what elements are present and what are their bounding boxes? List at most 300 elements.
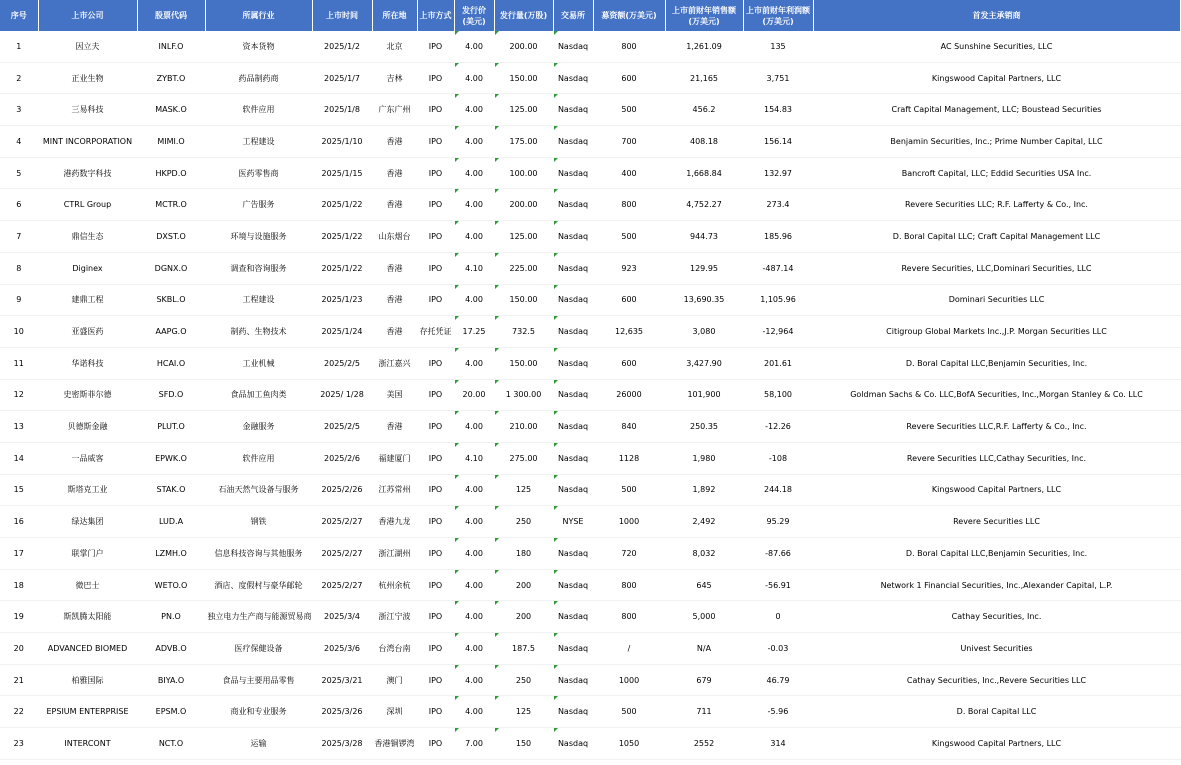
cell-industry[interactable]: 软件应用 bbox=[205, 442, 312, 474]
column-header-industry[interactable]: 所属行业 bbox=[205, 0, 312, 31]
cell-ticker[interactable]: NCT.O bbox=[137, 728, 205, 760]
cell-issue-price[interactable]: 4.00 bbox=[454, 411, 494, 443]
cell-industry[interactable]: 软件应用 bbox=[205, 94, 312, 126]
cell-exchange[interactable]: Nasdaq bbox=[553, 728, 593, 760]
cell-location[interactable]: 深圳 bbox=[372, 696, 417, 728]
cell-listing-method[interactable]: IPO bbox=[417, 31, 454, 62]
cell-pre-ipo-sales[interactable]: N/A bbox=[665, 633, 743, 665]
cell-issue-volume[interactable]: 1 300.00 bbox=[494, 379, 553, 411]
cell-pre-ipo-sales[interactable]: 645 bbox=[665, 569, 743, 601]
cell-exchange[interactable]: Nasdaq bbox=[553, 316, 593, 348]
cell-issue-price[interactable]: 4.00 bbox=[454, 157, 494, 189]
cell-listing-date[interactable]: 2025/1/23 bbox=[312, 284, 372, 316]
cell-company[interactable]: 三易科技 bbox=[38, 94, 137, 126]
cell-issue-volume[interactable]: 250 bbox=[494, 506, 553, 538]
cell-pre-ipo-sales[interactable]: 456.2 bbox=[665, 94, 743, 126]
cell-index[interactable]: 4 bbox=[0, 126, 38, 158]
cell-exchange[interactable]: Nasdaq bbox=[553, 664, 593, 696]
cell-index[interactable]: 9 bbox=[0, 284, 38, 316]
cell-funds-raised[interactable]: 600 bbox=[593, 347, 665, 379]
cell-listing-date[interactable]: 2025/1/15 bbox=[312, 157, 372, 189]
cell-funds-raised[interactable]: 800 bbox=[593, 601, 665, 633]
cell-location[interactable]: 香港 bbox=[372, 316, 417, 348]
cell-funds-raised[interactable]: 840 bbox=[593, 411, 665, 443]
cell-pre-ipo-sales[interactable]: 408.18 bbox=[665, 126, 743, 158]
cell-location[interactable]: 浙江宁波 bbox=[372, 601, 417, 633]
cell-funds-raised[interactable]: 800 bbox=[593, 569, 665, 601]
cell-location[interactable]: 香港 bbox=[372, 157, 417, 189]
column-header-pre-ipo-sales[interactable]: 上市前财年销售额(万美元) bbox=[665, 0, 743, 31]
cell-company[interactable]: 柏雅国际 bbox=[38, 664, 137, 696]
cell-lead-underwriter[interactable]: D. Boral Capital LLC bbox=[813, 696, 1180, 728]
cell-listing-date[interactable]: 2025/ 1/28 bbox=[312, 379, 372, 411]
cell-issue-price[interactable]: 4.10 bbox=[454, 442, 494, 474]
cell-industry[interactable]: 钢铁 bbox=[205, 506, 312, 538]
cell-funds-raised[interactable]: 700 bbox=[593, 126, 665, 158]
cell-issue-volume[interactable]: 125 bbox=[494, 696, 553, 728]
cell-index[interactable]: 7 bbox=[0, 221, 38, 253]
cell-listing-method[interactable]: IPO bbox=[417, 442, 454, 474]
cell-pre-ipo-profit[interactable]: 3,751 bbox=[743, 62, 813, 94]
cell-exchange[interactable]: Nasdaq bbox=[553, 62, 593, 94]
cell-industry[interactable]: 药品制药商 bbox=[205, 62, 312, 94]
cell-industry[interactable]: 资本货物 bbox=[205, 31, 312, 62]
cell-company[interactable]: 港药数字科技 bbox=[38, 157, 137, 189]
cell-industry[interactable]: 工业机械 bbox=[205, 347, 312, 379]
cell-exchange[interactable]: Nasdaq bbox=[553, 633, 593, 665]
table-row[interactable] bbox=[0, 506, 1180, 538]
cell-listing-method[interactable]: 存托凭证 bbox=[417, 316, 454, 348]
cell-exchange[interactable]: Nasdaq bbox=[553, 221, 593, 253]
cell-ticker[interactable]: BIYA.O bbox=[137, 664, 205, 696]
column-header-issue-price[interactable]: 发行价(美元) bbox=[454, 0, 494, 31]
cell-listing-date[interactable]: 2025/3/4 bbox=[312, 601, 372, 633]
cell-issue-price[interactable]: 4.00 bbox=[454, 538, 494, 570]
cell-pre-ipo-sales[interactable]: 129.95 bbox=[665, 252, 743, 284]
cell-listing-method[interactable]: IPO bbox=[417, 252, 454, 284]
cell-listing-method[interactable]: IPO bbox=[417, 538, 454, 570]
cell-listing-date[interactable]: 2025/3/28 bbox=[312, 728, 372, 760]
cell-lead-underwriter[interactable]: Kingswood Capital Partners, LLC bbox=[813, 474, 1180, 506]
cell-lead-underwriter[interactable]: Revere Securities LLC,Cathay Securities, Inc. bbox=[813, 442, 1180, 474]
column-header-index[interactable]: 序号 bbox=[0, 0, 38, 31]
cell-industry[interactable]: 石油天然气设备与服务 bbox=[205, 474, 312, 506]
cell-industry[interactable]: 调查和咨询服务 bbox=[205, 252, 312, 284]
cell-funds-raised[interactable]: 720 bbox=[593, 538, 665, 570]
column-header-ticker[interactable]: 股票代码 bbox=[137, 0, 205, 31]
cell-listing-method[interactable]: IPO bbox=[417, 189, 454, 221]
cell-industry[interactable]: 医药零售商 bbox=[205, 157, 312, 189]
cell-pre-ipo-profit[interactable]: -0.03 bbox=[743, 633, 813, 665]
cell-issue-price[interactable]: 4.00 bbox=[454, 31, 494, 62]
cell-index[interactable]: 16 bbox=[0, 506, 38, 538]
table-row[interactable] bbox=[0, 31, 1180, 62]
cell-company[interactable]: 鼎信生态 bbox=[38, 221, 137, 253]
cell-company[interactable]: 因立夫 bbox=[38, 31, 137, 62]
cell-pre-ipo-profit[interactable]: 185.96 bbox=[743, 221, 813, 253]
cell-pre-ipo-profit[interactable]: 0 bbox=[743, 601, 813, 633]
cell-location[interactable]: 香港铜锣湾 bbox=[372, 728, 417, 760]
cell-index[interactable]: 22 bbox=[0, 696, 38, 728]
cell-listing-method[interactable]: IPO bbox=[417, 126, 454, 158]
cell-lead-underwriter[interactable]: Network 1 Financial Securities, Inc.,Alexander Capital, L.P. bbox=[813, 569, 1180, 601]
cell-listing-method[interactable]: IPO bbox=[417, 506, 454, 538]
cell-company[interactable]: 微巴士 bbox=[38, 569, 137, 601]
cell-pre-ipo-sales[interactable]: 8,032 bbox=[665, 538, 743, 570]
cell-location[interactable]: 香港 bbox=[372, 189, 417, 221]
cell-listing-date[interactable]: 2025/1/2 bbox=[312, 31, 372, 62]
cell-funds-raised[interactable]: 500 bbox=[593, 696, 665, 728]
cell-issue-volume[interactable]: 180 bbox=[494, 538, 553, 570]
table-row[interactable] bbox=[0, 633, 1180, 665]
cell-listing-date[interactable]: 2025/1/24 bbox=[312, 316, 372, 348]
cell-pre-ipo-sales[interactable]: 944.73 bbox=[665, 221, 743, 253]
cell-location[interactable]: 香港 bbox=[372, 411, 417, 443]
table-row[interactable] bbox=[0, 569, 1180, 601]
cell-exchange[interactable]: Nasdaq bbox=[553, 474, 593, 506]
cell-pre-ipo-profit[interactable]: 1,105.96 bbox=[743, 284, 813, 316]
cell-funds-raised[interactable]: 1000 bbox=[593, 506, 665, 538]
cell-pre-ipo-profit[interactable]: -87.66 bbox=[743, 538, 813, 570]
column-header-listing-date[interactable]: 上市时间 bbox=[312, 0, 372, 31]
cell-location[interactable]: 福建厦门 bbox=[372, 442, 417, 474]
cell-industry[interactable]: 信息科技咨询与其他服务 bbox=[205, 538, 312, 570]
cell-industry[interactable]: 工程建设 bbox=[205, 126, 312, 158]
cell-ticker[interactable]: LZMH.O bbox=[137, 538, 205, 570]
cell-ticker[interactable]: MIMI.O bbox=[137, 126, 205, 158]
column-header-company[interactable]: 上市公司 bbox=[38, 0, 137, 31]
cell-ticker[interactable]: PLUT.O bbox=[137, 411, 205, 443]
cell-listing-date[interactable]: 2025/1/22 bbox=[312, 221, 372, 253]
cell-pre-ipo-sales[interactable]: 1,261.09 bbox=[665, 31, 743, 62]
cell-ticker[interactable]: EPSM.O bbox=[137, 696, 205, 728]
cell-listing-method[interactable]: IPO bbox=[417, 633, 454, 665]
cell-company[interactable]: INTERCONT bbox=[38, 728, 137, 760]
cell-ticker[interactable]: ADVB.O bbox=[137, 633, 205, 665]
cell-pre-ipo-sales[interactable]: 4,752.27 bbox=[665, 189, 743, 221]
cell-company[interactable]: 华诺科技 bbox=[38, 347, 137, 379]
cell-ticker[interactable]: WETO.O bbox=[137, 569, 205, 601]
cell-pre-ipo-sales[interactable]: 1,980 bbox=[665, 442, 743, 474]
table-row[interactable] bbox=[0, 62, 1180, 94]
cell-issue-price[interactable]: 7.00 bbox=[454, 728, 494, 760]
cell-funds-raised[interactable]: 600 bbox=[593, 284, 665, 316]
cell-pre-ipo-sales[interactable]: 21,165 bbox=[665, 62, 743, 94]
cell-index[interactable]: 11 bbox=[0, 347, 38, 379]
cell-index[interactable]: 17 bbox=[0, 538, 38, 570]
cell-listing-method[interactable]: IPO bbox=[417, 94, 454, 126]
cell-issue-price[interactable]: 4.00 bbox=[454, 284, 494, 316]
table-row[interactable] bbox=[0, 157, 1180, 189]
cell-index[interactable]: 21 bbox=[0, 664, 38, 696]
cell-index[interactable]: 15 bbox=[0, 474, 38, 506]
cell-issue-volume[interactable]: 225.00 bbox=[494, 252, 553, 284]
cell-company[interactable]: 斯凯腾太阳能 bbox=[38, 601, 137, 633]
cell-lead-underwriter[interactable]: Bancroft Capital, LLC; Eddid Securities USA Inc. bbox=[813, 157, 1180, 189]
cell-issue-price[interactable]: 4.10 bbox=[454, 252, 494, 284]
column-header-location[interactable]: 所在地 bbox=[372, 0, 417, 31]
cell-exchange[interactable]: Nasdaq bbox=[553, 31, 593, 62]
cell-issue-price[interactable]: 4.00 bbox=[454, 506, 494, 538]
cell-funds-raised[interactable]: 600 bbox=[593, 62, 665, 94]
cell-index[interactable]: 14 bbox=[0, 442, 38, 474]
cell-industry[interactable]: 食品加工鱼肉类 bbox=[205, 379, 312, 411]
cell-pre-ipo-profit[interactable]: 46.79 bbox=[743, 664, 813, 696]
cell-location[interactable]: 浙江嘉兴 bbox=[372, 347, 417, 379]
cell-funds-raised[interactable]: 1050 bbox=[593, 728, 665, 760]
cell-lead-underwriter[interactable]: Cathay Securities, Inc.,Revere Securities LLC bbox=[813, 664, 1180, 696]
cell-listing-method[interactable]: IPO bbox=[417, 664, 454, 696]
cell-issue-price[interactable]: 4.00 bbox=[454, 696, 494, 728]
table-row[interactable] bbox=[0, 696, 1180, 728]
cell-ticker[interactable]: INLF.O bbox=[137, 31, 205, 62]
cell-issue-price[interactable]: 20.00 bbox=[454, 379, 494, 411]
cell-pre-ipo-profit[interactable]: 154.83 bbox=[743, 94, 813, 126]
cell-issue-price[interactable]: 4.00 bbox=[454, 189, 494, 221]
cell-industry[interactable]: 商业和专业服务 bbox=[205, 696, 312, 728]
cell-lead-underwriter[interactable]: Revere Securities LLC bbox=[813, 506, 1180, 538]
cell-industry[interactable]: 运输 bbox=[205, 728, 312, 760]
cell-industry[interactable]: 酒店、度假村与豪华邮轮 bbox=[205, 569, 312, 601]
cell-company[interactable]: 一品威客 bbox=[38, 442, 137, 474]
cell-lead-underwriter[interactable]: Revere Securities LLC,R.F. Lafferty & Co., Inc. bbox=[813, 411, 1180, 443]
cell-listing-date[interactable]: 2025/1/7 bbox=[312, 62, 372, 94]
cell-lead-underwriter[interactable]: Benjamin Securities, Inc.; Prime Number Capital, LLC bbox=[813, 126, 1180, 158]
cell-exchange[interactable]: Nasdaq bbox=[553, 538, 593, 570]
cell-location[interactable]: 美国 bbox=[372, 379, 417, 411]
cell-industry[interactable]: 食品与主要用品零售 bbox=[205, 664, 312, 696]
cell-funds-raised[interactable]: 800 bbox=[593, 31, 665, 62]
cell-exchange[interactable]: Nasdaq bbox=[553, 379, 593, 411]
cell-exchange[interactable]: NYSE bbox=[553, 506, 593, 538]
cell-exchange[interactable]: Nasdaq bbox=[553, 157, 593, 189]
cell-funds-raised[interactable]: 1000 bbox=[593, 664, 665, 696]
cell-issue-price[interactable]: 4.00 bbox=[454, 474, 494, 506]
column-header-issue-volume[interactable]: 发行量(万股) bbox=[494, 0, 553, 31]
cell-pre-ipo-profit[interactable]: 95.29 bbox=[743, 506, 813, 538]
cell-exchange[interactable]: Nasdaq bbox=[553, 284, 593, 316]
cell-pre-ipo-sales[interactable]: 3,427.90 bbox=[665, 347, 743, 379]
cell-funds-raised[interactable]: 500 bbox=[593, 221, 665, 253]
cell-location[interactable]: 浙江湖州 bbox=[372, 538, 417, 570]
cell-location[interactable]: 香港 bbox=[372, 126, 417, 158]
cell-pre-ipo-sales[interactable]: 13,690.35 bbox=[665, 284, 743, 316]
cell-exchange[interactable]: Nasdaq bbox=[553, 347, 593, 379]
cell-lead-underwriter[interactable]: Dominari Securities LLC bbox=[813, 284, 1180, 316]
cell-company[interactable]: 建鼎工程 bbox=[38, 284, 137, 316]
cell-pre-ipo-sales[interactable]: 1,668.84 bbox=[665, 157, 743, 189]
cell-listing-method[interactable]: IPO bbox=[417, 728, 454, 760]
cell-exchange[interactable]: Nasdaq bbox=[553, 601, 593, 633]
cell-issue-volume[interactable]: 200.00 bbox=[494, 31, 553, 62]
cell-funds-raised[interactable]: 923 bbox=[593, 252, 665, 284]
table-row[interactable] bbox=[0, 252, 1180, 284]
cell-location[interactable]: 台湾台南 bbox=[372, 633, 417, 665]
column-header-pre-ipo-profit[interactable]: 上市前财年利润额(万美元) bbox=[743, 0, 813, 31]
cell-industry[interactable]: 广告服务 bbox=[205, 189, 312, 221]
cell-exchange[interactable]: Nasdaq bbox=[553, 442, 593, 474]
cell-ticker[interactable]: EPWK.O bbox=[137, 442, 205, 474]
table-row[interactable] bbox=[0, 189, 1180, 221]
cell-exchange[interactable]: Nasdaq bbox=[553, 252, 593, 284]
table-row[interactable] bbox=[0, 94, 1180, 126]
cell-index[interactable]: 20 bbox=[0, 633, 38, 665]
cell-index[interactable]: 19 bbox=[0, 601, 38, 633]
cell-exchange[interactable]: Nasdaq bbox=[553, 411, 593, 443]
cell-listing-method[interactable]: IPO bbox=[417, 62, 454, 94]
table-row[interactable] bbox=[0, 442, 1180, 474]
cell-lead-underwriter[interactable]: Cathay Securities, Inc. bbox=[813, 601, 1180, 633]
table-row[interactable] bbox=[0, 538, 1180, 570]
cell-ticker[interactable]: DGNX.O bbox=[137, 252, 205, 284]
cell-listing-date[interactable]: 2025/3/6 bbox=[312, 633, 372, 665]
cell-index[interactable]: 5 bbox=[0, 157, 38, 189]
table-row[interactable] bbox=[0, 474, 1180, 506]
cell-pre-ipo-sales[interactable]: 1,892 bbox=[665, 474, 743, 506]
cell-listing-method[interactable]: IPO bbox=[417, 474, 454, 506]
cell-issue-volume[interactable]: 150.00 bbox=[494, 284, 553, 316]
cell-location[interactable]: 江苏常州 bbox=[372, 474, 417, 506]
cell-listing-method[interactable]: IPO bbox=[417, 347, 454, 379]
cell-issue-volume[interactable]: 150.00 bbox=[494, 347, 553, 379]
cell-pre-ipo-profit[interactable]: 58,100 bbox=[743, 379, 813, 411]
cell-issue-volume[interactable]: 210.00 bbox=[494, 411, 553, 443]
cell-index[interactable]: 6 bbox=[0, 189, 38, 221]
cell-company[interactable]: 亚盛医药 bbox=[38, 316, 137, 348]
cell-pre-ipo-sales[interactable]: 250.35 bbox=[665, 411, 743, 443]
cell-pre-ipo-profit[interactable]: -12,964 bbox=[743, 316, 813, 348]
cell-index[interactable]: 1 bbox=[0, 31, 38, 62]
column-header-funds-raised[interactable]: 募资额(万美元) bbox=[593, 0, 665, 31]
cell-ticker[interactable]: DXST.O bbox=[137, 221, 205, 253]
cell-lead-underwriter[interactable]: Craft Capital Management, LLC; Boustead Securities bbox=[813, 94, 1180, 126]
cell-company[interactable]: MINT INCORPORATION bbox=[38, 126, 137, 158]
cell-index[interactable]: 13 bbox=[0, 411, 38, 443]
cell-pre-ipo-profit[interactable]: -56.91 bbox=[743, 569, 813, 601]
cell-listing-method[interactable]: IPO bbox=[417, 379, 454, 411]
cell-ticker[interactable]: AAPG.O bbox=[137, 316, 205, 348]
cell-listing-method[interactable]: IPO bbox=[417, 569, 454, 601]
cell-funds-raised[interactable]: 26000 bbox=[593, 379, 665, 411]
cell-industry[interactable]: 独立电力生产商与能源贸易商 bbox=[205, 601, 312, 633]
cell-issue-price[interactable]: 4.00 bbox=[454, 62, 494, 94]
cell-exchange[interactable]: Nasdaq bbox=[553, 189, 593, 221]
cell-ticker[interactable]: HCAI.O bbox=[137, 347, 205, 379]
cell-listing-date[interactable]: 2025/2/26 bbox=[312, 474, 372, 506]
cell-industry[interactable]: 医疗保健设备 bbox=[205, 633, 312, 665]
cell-company[interactable]: 史密斯菲尔德 bbox=[38, 379, 137, 411]
cell-issue-volume[interactable]: 150 bbox=[494, 728, 553, 760]
table-row[interactable] bbox=[0, 379, 1180, 411]
cell-pre-ipo-profit[interactable]: 201.61 bbox=[743, 347, 813, 379]
cell-funds-raised[interactable]: 400 bbox=[593, 157, 665, 189]
cell-location[interactable]: 北京 bbox=[372, 31, 417, 62]
cell-issue-volume[interactable]: 250 bbox=[494, 664, 553, 696]
table-row[interactable] bbox=[0, 601, 1180, 633]
cell-pre-ipo-sales[interactable]: 2552 bbox=[665, 728, 743, 760]
cell-listing-method[interactable]: IPO bbox=[417, 284, 454, 316]
cell-index[interactable]: 12 bbox=[0, 379, 38, 411]
cell-pre-ipo-profit[interactable]: -5.96 bbox=[743, 696, 813, 728]
cell-company[interactable]: 正业生物 bbox=[38, 62, 137, 94]
cell-company[interactable]: 绿达集团 bbox=[38, 506, 137, 538]
table-row[interactable] bbox=[0, 126, 1180, 158]
cell-issue-price[interactable]: 4.00 bbox=[454, 126, 494, 158]
cell-ticker[interactable]: ZYBT.O bbox=[137, 62, 205, 94]
table-row[interactable] bbox=[0, 316, 1180, 348]
column-header-exchange[interactable]: 交易所 bbox=[553, 0, 593, 31]
cell-company[interactable]: EPSIUM ENTERPRISE bbox=[38, 696, 137, 728]
cell-funds-raised[interactable]: 12,635 bbox=[593, 316, 665, 348]
cell-index[interactable]: 2 bbox=[0, 62, 38, 94]
cell-ticker[interactable]: MCTR.O bbox=[137, 189, 205, 221]
cell-pre-ipo-sales[interactable]: 101,900 bbox=[665, 379, 743, 411]
cell-funds-raised[interactable]: / bbox=[593, 633, 665, 665]
cell-pre-ipo-profit[interactable]: 156.14 bbox=[743, 126, 813, 158]
cell-location[interactable]: 杭州余杭 bbox=[372, 569, 417, 601]
table-row[interactable] bbox=[0, 284, 1180, 316]
cell-lead-underwriter[interactable]: Revere Securities LLC; R.F. Lafferty & Co., Inc. bbox=[813, 189, 1180, 221]
table-row[interactable] bbox=[0, 347, 1180, 379]
cell-listing-date[interactable]: 2025/3/26 bbox=[312, 696, 372, 728]
cell-exchange[interactable]: Nasdaq bbox=[553, 126, 593, 158]
cell-ticker[interactable]: LUD.A bbox=[137, 506, 205, 538]
cell-listing-date[interactable]: 2025/2/5 bbox=[312, 347, 372, 379]
cell-pre-ipo-profit[interactable]: 273.4 bbox=[743, 189, 813, 221]
cell-industry[interactable]: 制药、生物技术 bbox=[205, 316, 312, 348]
cell-issue-volume[interactable]: 200.00 bbox=[494, 189, 553, 221]
cell-lead-underwriter[interactable]: D. Boral Capital LLC; Craft Capital Management LLC bbox=[813, 221, 1180, 253]
cell-pre-ipo-profit[interactable]: 135 bbox=[743, 31, 813, 62]
column-header-lead-underwriter[interactable]: 首发主承销商 bbox=[813, 0, 1180, 31]
cell-pre-ipo-sales[interactable]: 5,000 bbox=[665, 601, 743, 633]
cell-issue-volume[interactable]: 150.00 bbox=[494, 62, 553, 94]
cell-issue-volume[interactable]: 200 bbox=[494, 601, 553, 633]
cell-issue-price[interactable]: 4.00 bbox=[454, 601, 494, 633]
cell-issue-volume[interactable]: 125.00 bbox=[494, 94, 553, 126]
cell-industry[interactable]: 金融服务 bbox=[205, 411, 312, 443]
cell-listing-date[interactable]: 2025/1/22 bbox=[312, 189, 372, 221]
cell-issue-volume[interactable]: 200 bbox=[494, 569, 553, 601]
cell-pre-ipo-profit[interactable]: 314 bbox=[743, 728, 813, 760]
cell-issue-price[interactable]: 4.00 bbox=[454, 569, 494, 601]
cell-location[interactable]: 香港九龙 bbox=[372, 506, 417, 538]
cell-issue-volume[interactable]: 275.00 bbox=[494, 442, 553, 474]
cell-listing-date[interactable]: 2025/1/8 bbox=[312, 94, 372, 126]
cell-pre-ipo-sales[interactable]: 679 bbox=[665, 664, 743, 696]
cell-lead-underwriter[interactable]: Kingswood Capital Partners, LLC bbox=[813, 728, 1180, 760]
cell-ticker[interactable]: MASK.O bbox=[137, 94, 205, 126]
cell-issue-price[interactable]: 4.00 bbox=[454, 221, 494, 253]
cell-lead-underwriter[interactable]: Goldman Sachs & Co. LLC,BofA Securities, Inc.,Morgan Stanley & Co. LLC bbox=[813, 379, 1180, 411]
cell-issue-price[interactable]: 4.00 bbox=[454, 94, 494, 126]
cell-issue-volume[interactable]: 125 bbox=[494, 474, 553, 506]
cell-lead-underwriter[interactable]: Kingswood Capital Partners, LLC bbox=[813, 62, 1180, 94]
cell-funds-raised[interactable]: 500 bbox=[593, 474, 665, 506]
cell-funds-raised[interactable]: 800 bbox=[593, 189, 665, 221]
cell-company[interactable]: CTRL Group bbox=[38, 189, 137, 221]
cell-index[interactable]: 23 bbox=[0, 728, 38, 760]
cell-listing-method[interactable]: IPO bbox=[417, 601, 454, 633]
table-row[interactable] bbox=[0, 728, 1180, 760]
cell-lead-underwriter[interactable]: Citigroup Global Markets Inc.,J.P. Morgan Securities LLC bbox=[813, 316, 1180, 348]
cell-ticker[interactable]: STAK.O bbox=[137, 474, 205, 506]
table-row[interactable] bbox=[0, 221, 1180, 253]
cell-funds-raised[interactable]: 500 bbox=[593, 94, 665, 126]
cell-issue-volume[interactable]: 187.5 bbox=[494, 633, 553, 665]
cell-industry[interactable]: 环境与设施服务 bbox=[205, 221, 312, 253]
cell-listing-method[interactable]: IPO bbox=[417, 411, 454, 443]
